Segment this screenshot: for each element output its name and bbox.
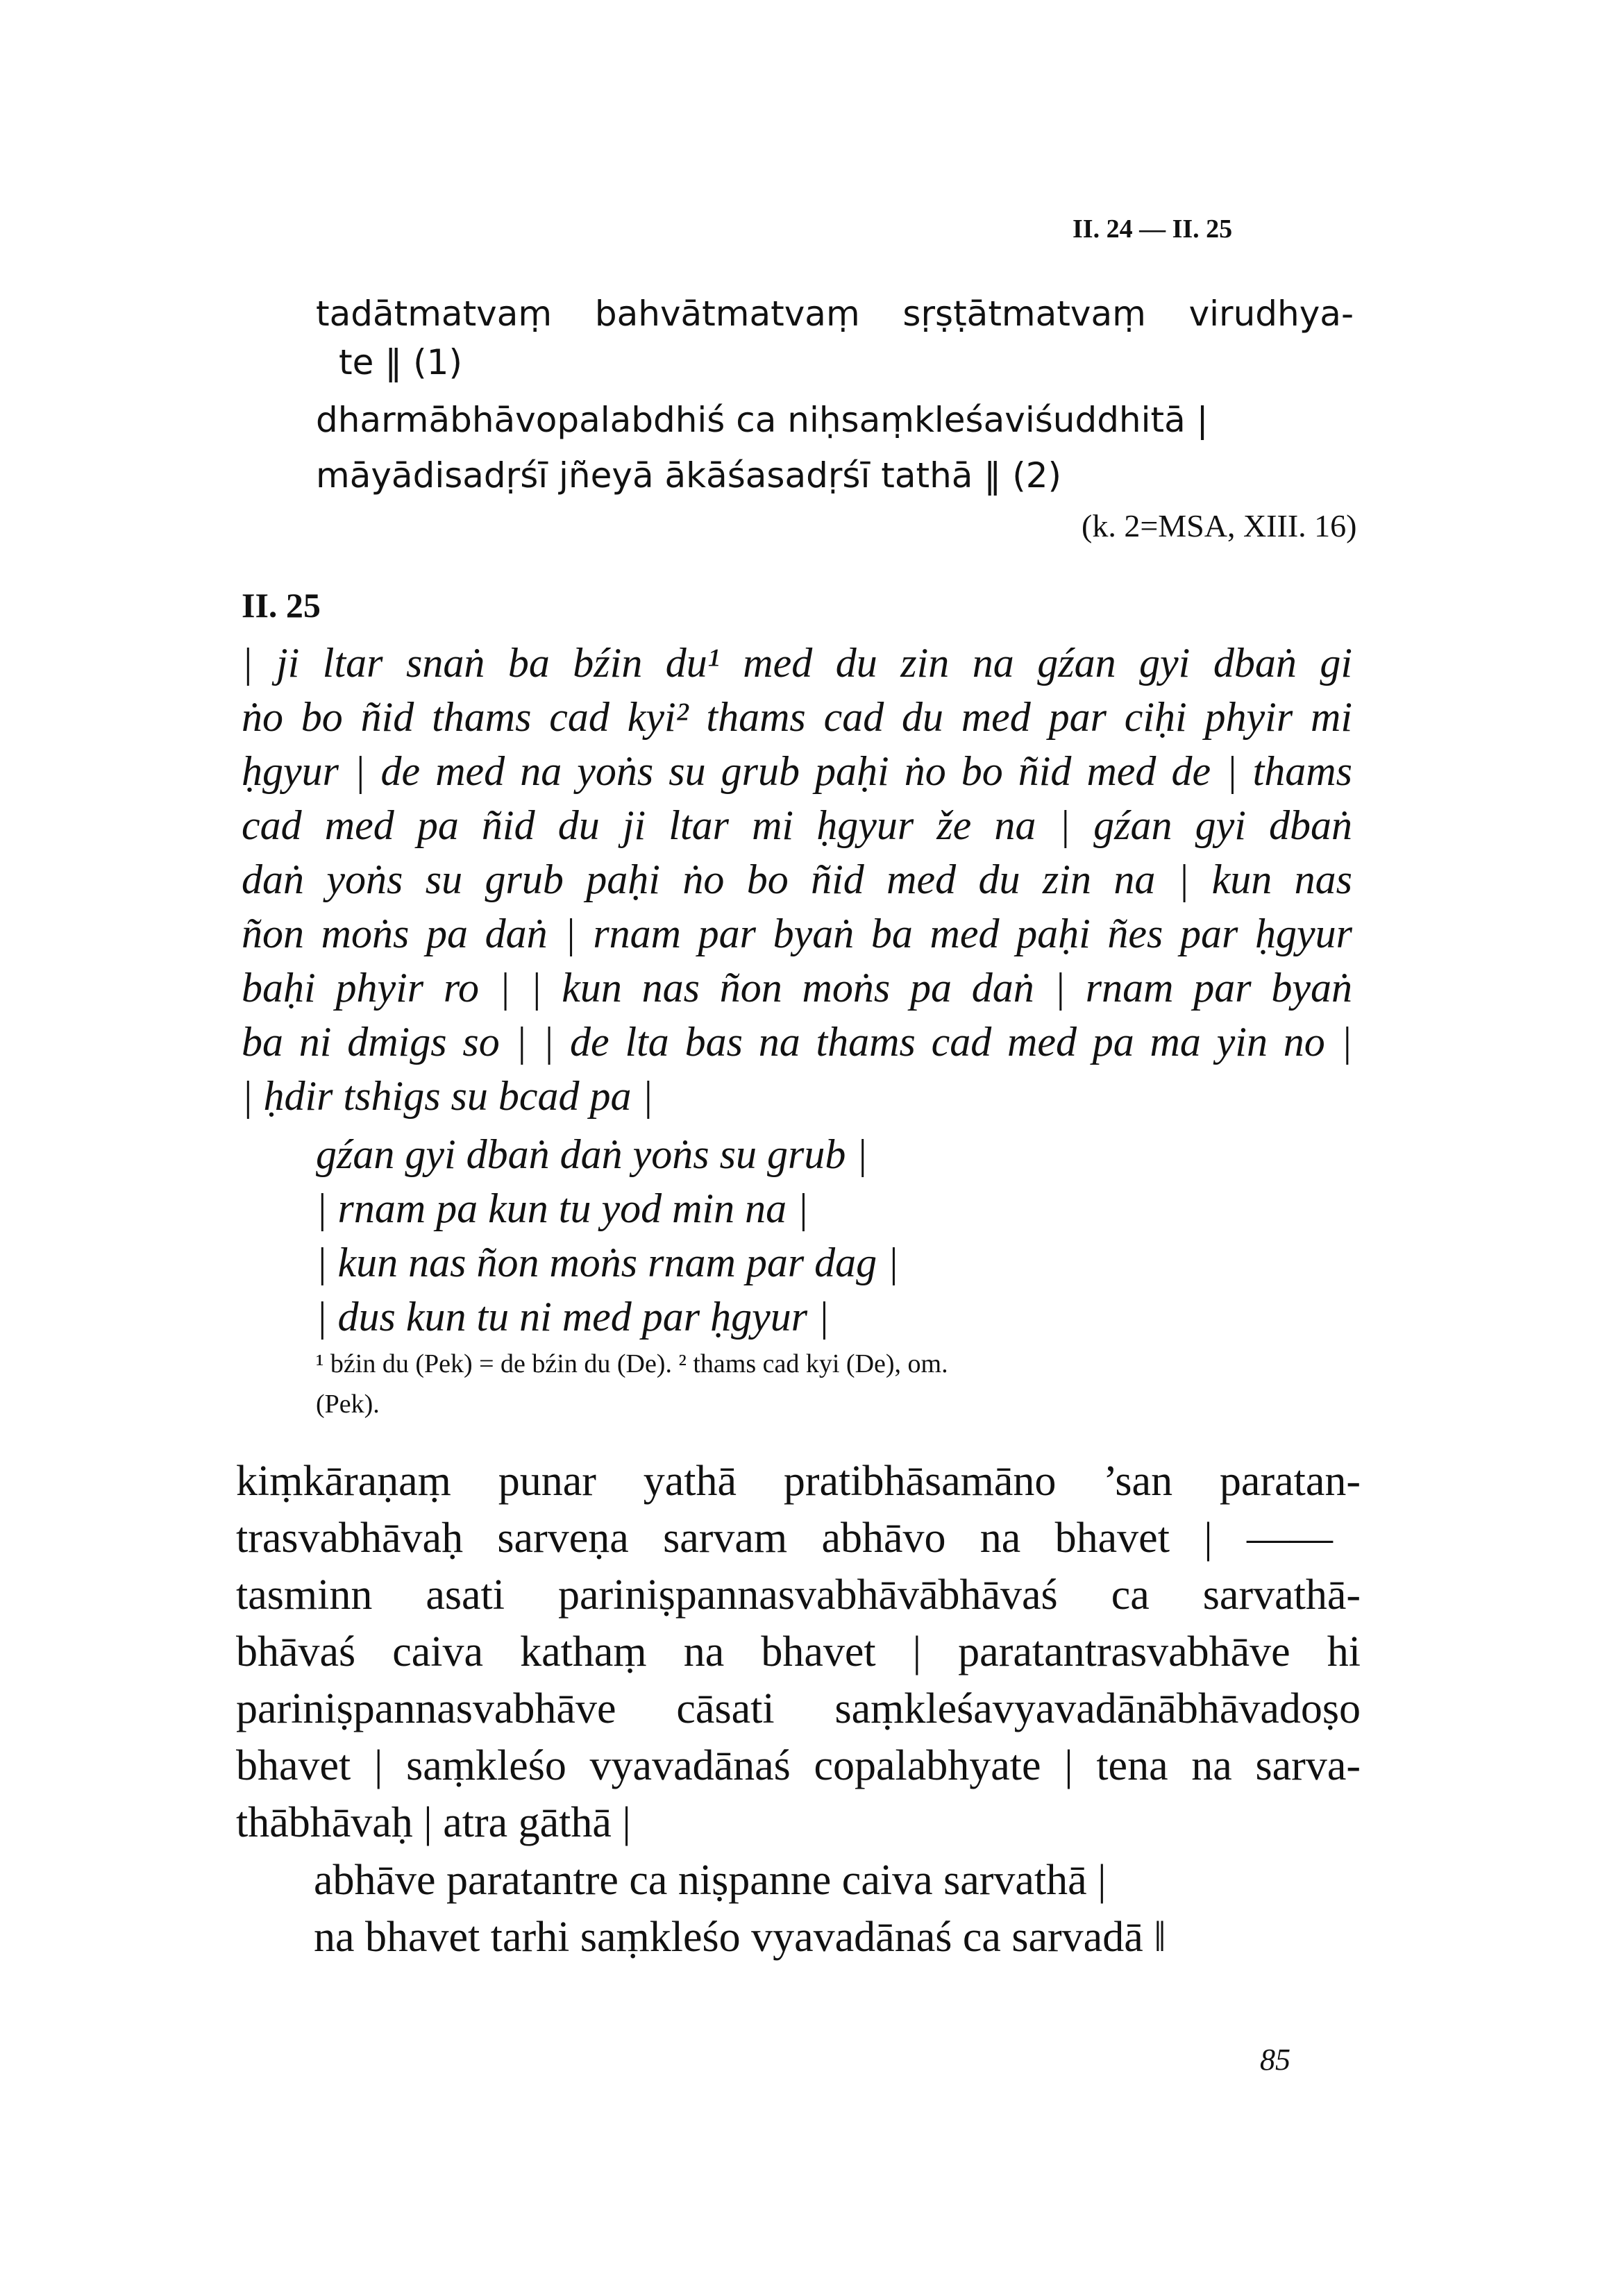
- tibetan-prose-line: | ji ltar snaṅ ba bźin du¹ med du zin na gźan gyi dbaṅ gi: [242, 640, 1352, 686]
- sanskrit-closing-verse-line: na bhavet tarhi saṃkleśo vyavadānaś ca sarvadā ‖: [314, 1914, 1166, 1961]
- verse-reference: (k. 2=MSA, XIII. 16): [1082, 508, 1357, 543]
- tibetan-prose-line: daṅ yoṅs su grub paḥi ṅo bo ñid med du zin na | kun nas: [242, 856, 1352, 902]
- footnote-line: ¹ bźin du (Pek) = de bźin du (De). ² thams cad kyi (De), om.: [316, 1349, 948, 1378]
- tibetan-prose-line: ñon moṅs pa daṅ | rnam par byaṅ ba med paḥi ñes par ḥgyur: [242, 911, 1352, 956]
- tibetan-prose-line: ṅo bo ñid thams cad kyi² thams cad du med par ciḥi phyir mi: [242, 694, 1352, 740]
- sanskrit-prose-line: bhāvaś caiva kathaṃ na bhavet | paratantrasvabhāve hi: [236, 1628, 1361, 1675]
- tibetan-verse-line: | kun nas ñon moṅs rnam par dag |: [316, 1240, 899, 1285]
- tibetan-verse-line: | rnam pa kun tu yod min na |: [316, 1185, 809, 1231]
- sanskrit-verse-line: māyādisadṛśī jñeyā ākāśasadṛśī tathā ‖ (2): [316, 455, 1062, 496]
- tibetan-verse-line: gźan gyi dbaṅ daṅ yoṅs su grub |: [316, 1131, 868, 1177]
- footnote-line: (Pek).: [316, 1390, 380, 1419]
- tibetan-prose-line: | ḥdir tshigs su bcad pa |: [242, 1073, 654, 1119]
- tibetan-prose-line: cad med pa ñid du ji ltar mi ḥgyur že na | gźan gyi dbaṅ: [242, 802, 1352, 848]
- tibetan-prose-line: ba ni dmigs so | | de lta bas na thams cad med pa ma yin no |: [242, 1019, 1352, 1065]
- sanskrit-prose-line: thābhāvaḥ | atra gāthā |: [236, 1799, 631, 1846]
- tibetan-verse-line: | dus kun tu ni med par ḥgyur |: [316, 1294, 830, 1340]
- sanskrit-prose-line: tasminn asati pariniṣpannasvabhāvābhāvaś ca sarvathā-: [236, 1571, 1361, 1619]
- page-number: 85: [1260, 2043, 1290, 2077]
- sanskrit-verse-line: te ‖ (1): [339, 342, 462, 382]
- sanskrit-verse-line: tadātmatvaṃ bahvātmatvaṃ sṛṣṭātmatvaṃ virudhya-: [316, 294, 1354, 334]
- sanskrit-prose-line: trasvabhāvaḥ sarveṇa sarvam abhāvo na bhavet | ——: [236, 1514, 1333, 1562]
- tibetan-prose-line: baḥi phyir ro | | kun nas ñon moṅs pa daṅ | rnam par byaṅ: [242, 965, 1352, 1011]
- sanskrit-closing-verse-line: abhāve paratantre ca niṣpanne caiva sarvathā |: [314, 1857, 1107, 1904]
- running-header: II. 24 — II. 25: [1073, 214, 1233, 244]
- section-number: II. 25: [242, 586, 321, 625]
- sanskrit-verse-line: dharmābhāvopalabdhiś ca niḥsaṃkleśaviśuddhitā |: [316, 400, 1209, 440]
- sanskrit-prose-line: bhavet | saṃkleśo vyavadānaś copalabhyate | tena na sarva-: [236, 1742, 1361, 1789]
- sanskrit-prose-line: kiṃkāraṇaṃ punar yathā pratibhāsamāno ’san paratan-: [236, 1458, 1361, 1505]
- sanskrit-prose-line: pariniṣpannasvabhāve cāsati saṃkleśavyavadānābhāvadoṣo: [236, 1685, 1361, 1732]
- tibetan-prose-line: ḥgyur | de med na yoṅs su grub paḥi ṅo bo ñid med de | thams: [242, 748, 1352, 794]
